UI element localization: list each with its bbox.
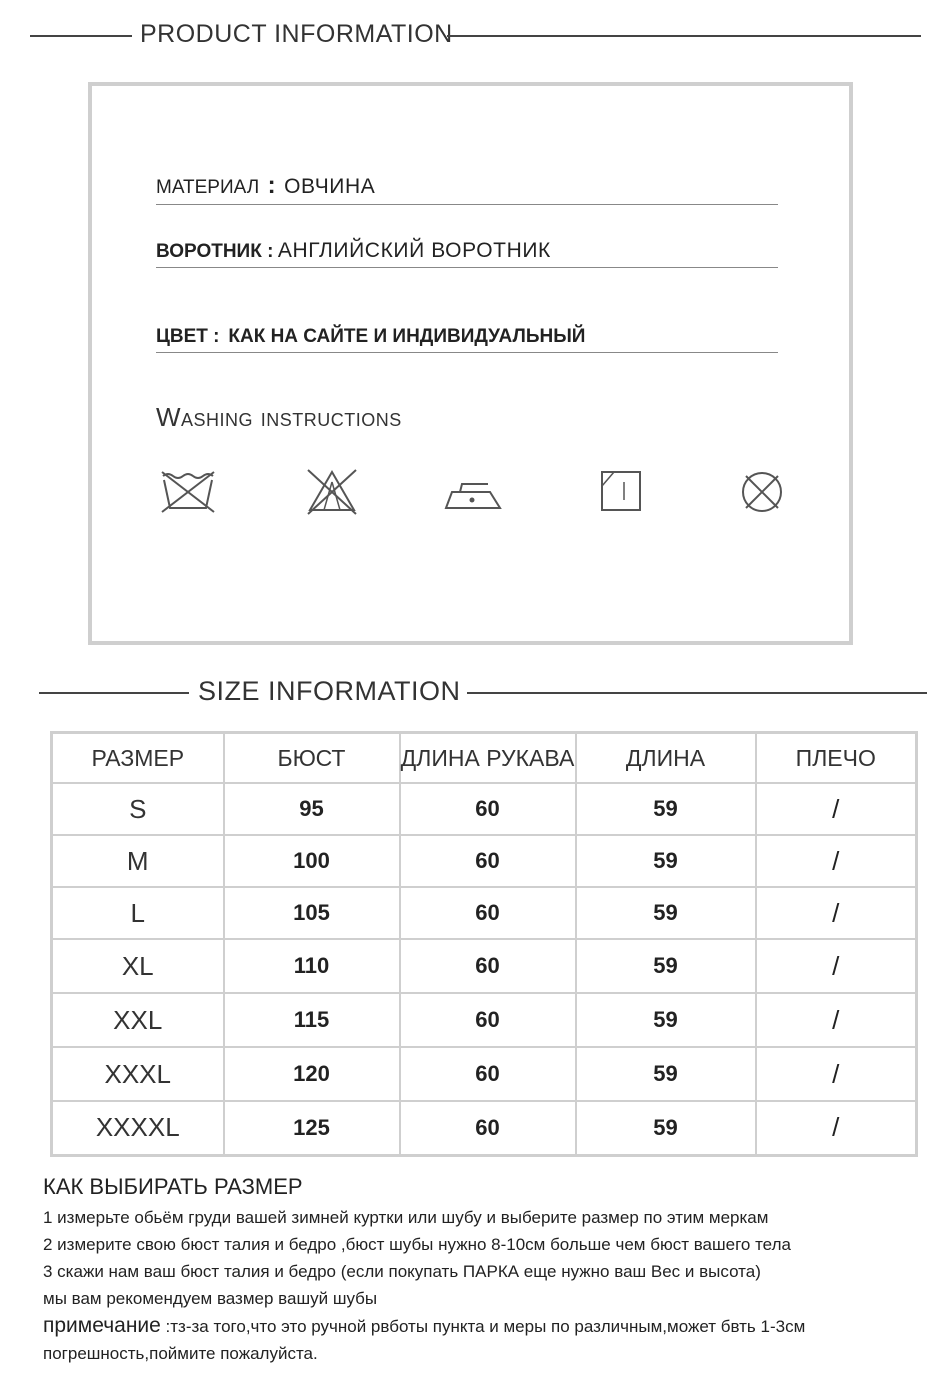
bust-cell: 115: [224, 993, 400, 1047]
sleeve-cell: 60: [400, 835, 576, 887]
size-cell: XXXL: [52, 1047, 224, 1101]
line-dry-icon: [592, 468, 652, 516]
sleeve-cell: 60: [400, 1101, 576, 1155]
do-not-bleach-icon: [302, 468, 362, 516]
table-row: [52, 993, 917, 1047]
header-bust: БЮСТ: [224, 733, 400, 784]
collar-field: [156, 239, 778, 268]
note-remark-text: :тз-за того,что это ручной рвботы пункта и меры по различным,может бвть 1-3см: [160, 1317, 806, 1336]
color-value: КАК НА САЙТЕ И ИНДИВИДУАЛЬНЫЙ: [228, 326, 586, 347]
table-row: [52, 1101, 917, 1155]
sleeve-cell: 60: [400, 939, 576, 993]
header-length: ДЛИНА: [576, 733, 756, 784]
do-not-wash-icon: [158, 468, 218, 516]
material-colon: :: [267, 172, 276, 199]
length-cell: 59: [576, 1101, 756, 1155]
size-guide-notes: [43, 1174, 943, 1367]
table-row: [52, 1047, 917, 1101]
length-cell: 59: [576, 939, 756, 993]
bust-cell: 105: [224, 887, 400, 939]
material-value: ОВЧИНА: [284, 175, 376, 198]
header-size: РАЗМЕР: [52, 733, 224, 784]
shoulder-cell: /: [756, 783, 917, 835]
color-label: ЦВЕТ :: [156, 326, 220, 347]
do-not-tumble-dry-icon: [732, 468, 792, 516]
color-field: [156, 326, 778, 353]
bust-cell: 110: [224, 939, 400, 993]
note-remark-label: примечание: [43, 1314, 161, 1337]
size-cell: L: [52, 887, 224, 939]
shoulder-cell: /: [756, 993, 917, 1047]
shoulder-cell: /: [756, 1101, 917, 1155]
table-row: [52, 783, 917, 835]
note-line-4: мы вам рекомендуем вазмер вашуй шубы: [43, 1289, 378, 1308]
note-line-2: 2 измерите свою бюст талия и бедро ,бюст шубы нужно 8-10см больше чем бюст вашего тела: [43, 1235, 791, 1254]
bust-cell: 125: [224, 1101, 400, 1155]
note-line-6: погрешность,поймите пожалуйста.: [43, 1344, 318, 1363]
note-line-3: 3 скажи нам ваш бюст талия и бедро (если покупать ПАРКА еще нужно ваш Вес и высота): [43, 1262, 761, 1281]
note-line-5: [43, 1312, 943, 1340]
length-cell: 59: [576, 887, 756, 939]
header-rule-right: [447, 35, 921, 37]
size-table: [50, 731, 918, 1157]
header-shoulder: ПЛЕЧО: [756, 733, 917, 784]
sleeve-cell: 60: [400, 1047, 576, 1101]
size-rule-left: [39, 692, 189, 694]
size-table-header: [52, 733, 917, 784]
length-cell: 59: [576, 783, 756, 835]
collar-value: АНГЛИЙСКИЙ ВОРОТНИК: [277, 239, 551, 262]
sleeve-cell: 60: [400, 993, 576, 1047]
table-row: [52, 835, 917, 887]
sleeve-cell: 60: [400, 783, 576, 835]
collar-label: ВОРОТНИК :: [156, 241, 274, 262]
size-cell: XL: [52, 939, 224, 993]
length-cell: 59: [576, 993, 756, 1047]
size-rule-right: [467, 692, 927, 694]
length-cell: 59: [576, 835, 756, 887]
table-row: [52, 887, 917, 939]
material-field: [156, 172, 778, 205]
header-rule-left: [30, 35, 132, 37]
washing-instructions-title: Washing instructions: [156, 402, 402, 432]
size-cell: XXL: [52, 993, 224, 1047]
shoulder-cell: /: [756, 835, 917, 887]
notes-title: КАК ВЫБИРАТЬ РАЗМЕР: [43, 1174, 303, 1199]
size-cell: S: [52, 783, 224, 835]
length-cell: 59: [576, 1047, 756, 1101]
shoulder-cell: /: [756, 887, 917, 939]
iron-low-heat-icon: [442, 468, 502, 516]
bust-cell: 95: [224, 783, 400, 835]
shoulder-cell: /: [756, 939, 917, 993]
bust-cell: 100: [224, 835, 400, 887]
sleeve-cell: 60: [400, 887, 576, 939]
table-row: [52, 939, 917, 993]
header-sleeve-length: ДЛИНА РУКАВА: [400, 733, 576, 784]
note-line-1: 1 измерьте обьём груди вашей зимней куртки или шубу и выберите размер по этим меркам: [43, 1208, 769, 1227]
shoulder-cell: /: [756, 1047, 917, 1101]
bust-cell: 120: [224, 1047, 400, 1101]
size-cell: M: [52, 835, 224, 887]
size-info-title: SIZE INFORMATION: [198, 676, 461, 706]
size-cell: XXXXL: [52, 1101, 224, 1155]
material-label: МАТЕРИАЛ: [156, 177, 260, 198]
product-info-title: PRODUCT INFORMATION: [140, 20, 453, 48]
product-info-box: [88, 82, 853, 645]
